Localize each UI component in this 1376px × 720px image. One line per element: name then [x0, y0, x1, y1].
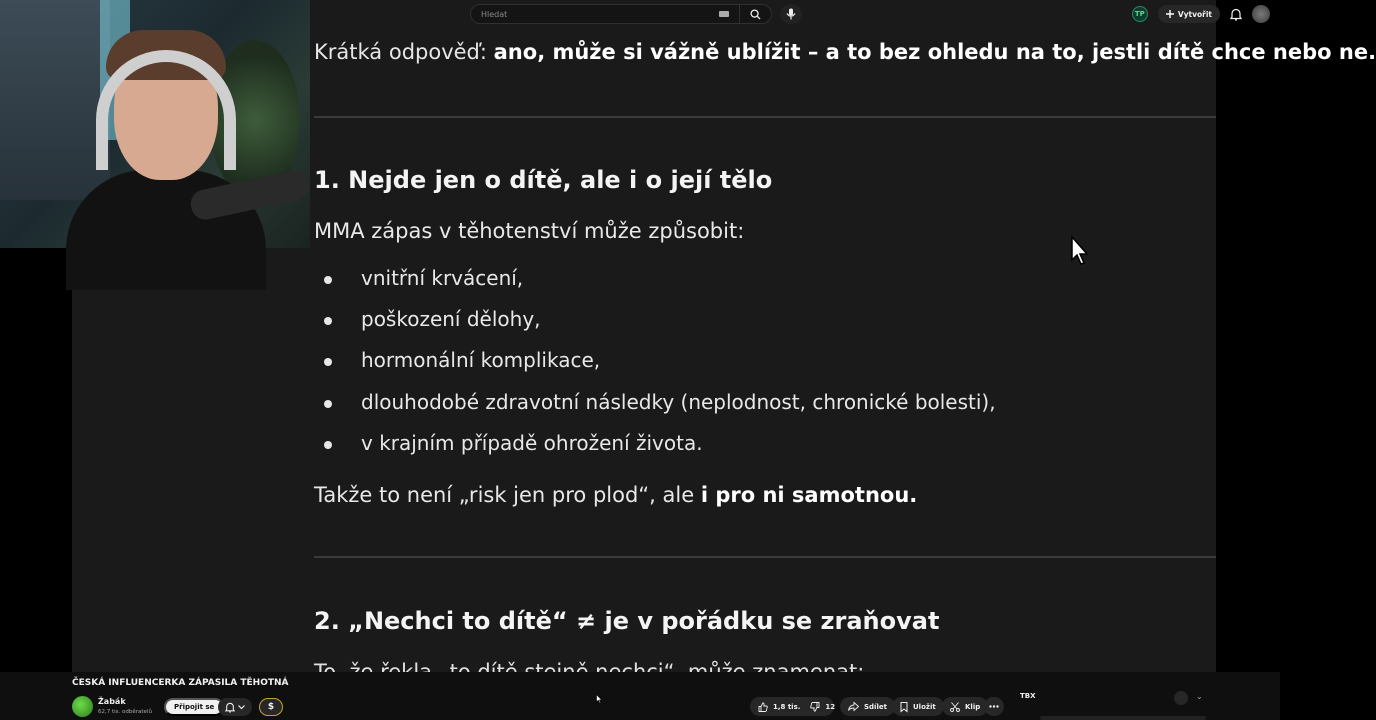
video-title: ČESKÁ INFLUENCERKA ZÁPASILA TĚHOTNÁ [72, 678, 289, 688]
webcam-background-window [0, 0, 110, 200]
thanks-dollar-button[interactable] [259, 698, 283, 716]
side-upload-button[interactable] [1174, 691, 1188, 705]
keyboard-icon[interactable] [719, 11, 729, 17]
search-button[interactable] [739, 5, 771, 23]
save-label: Uložit [913, 702, 936, 711]
divider [314, 556, 1216, 558]
search-icon [750, 9, 761, 20]
create-label: Vytvořit [1177, 9, 1212, 19]
share-button[interactable] [840, 697, 895, 716]
summary-text: Takže to není „risk jen pro plod“, ale [314, 483, 701, 507]
divider [314, 116, 1216, 118]
share-label: Sdílet [864, 702, 887, 711]
voice-search-button[interactable] [780, 4, 802, 24]
like-dislike-group [750, 697, 834, 716]
save-button[interactable] [892, 697, 944, 716]
more-horizontal-icon [989, 705, 999, 708]
like-count[interactable]: 1,8 tis. [773, 702, 801, 711]
section-heading-1: 1. Nejde jen o dítě, ale i o její tělo [314, 166, 773, 194]
list-item: hormonální komplikace, [314, 348, 996, 389]
bell-icon [225, 702, 235, 713]
summary-bold: i pro ni samotnou. [700, 483, 918, 507]
scissors-icon [950, 702, 960, 712]
mouse-cursor-icon [1070, 236, 1090, 266]
share-icon [848, 702, 859, 711]
more-actions-button[interactable] [984, 697, 1004, 716]
section-heading-2: 2. „Nechci to dítě“ ≠ je v pořádku se zraňovat [314, 607, 940, 635]
search-bar [470, 4, 772, 24]
section-lead: MMA zápas v těhotenství může způsobit: [314, 219, 745, 243]
join-button[interactable]: Připojit se [164, 698, 224, 716]
short-answer-bold: ano, může si vážně ublížit – a to bez ohledu na to, jestli dítě chce nebo ne. [493, 40, 1376, 64]
microphone-icon [786, 8, 796, 20]
bell-icon[interactable] [1230, 8, 1242, 21]
dollar-icon: $ [267, 702, 275, 712]
channel-avatar[interactable] [72, 696, 93, 717]
list-item: v krajním případě ohrožení života. [314, 431, 996, 472]
channel-name[interactable]: Žabák [98, 697, 126, 706]
side-logo[interactable]: TBX [1020, 692, 1036, 700]
bookmark-icon [900, 702, 908, 712]
clip-button[interactable] [942, 697, 988, 716]
channel-badge[interactable]: TP [1132, 6, 1148, 22]
plus-icon [1166, 10, 1174, 18]
thumbs-down-icon[interactable] [810, 702, 820, 712]
chevron-down-icon[interactable]: ⌄ [1196, 692, 1203, 701]
dislike-count[interactable]: 12 [825, 702, 836, 711]
side-panel-header [1010, 688, 1210, 720]
avatar[interactable] [1252, 5, 1270, 23]
risk-list [314, 266, 996, 472]
thumbs-up-icon[interactable] [758, 702, 768, 712]
cut-off-line [314, 662, 864, 672]
create-button[interactable] [1158, 5, 1220, 23]
mouse-cursor-icon [596, 694, 603, 704]
clip-label: Klip [965, 702, 981, 711]
webcam-overlay [0, 0, 310, 248]
streamer-figure [96, 30, 246, 260]
topbar-actions [1132, 4, 1270, 24]
side-panel-strip [1040, 716, 1206, 720]
search-input[interactable] [471, 10, 719, 19]
list-item: poškození dělohy, [314, 307, 996, 348]
list-item: vnitřní krvácení, [314, 266, 996, 307]
section-summary [314, 483, 917, 507]
short-answer [314, 40, 1376, 64]
short-answer-label: Krátká odpověď: [314, 40, 494, 64]
chevron-down-icon [238, 705, 245, 710]
list-item: dlouhodobé zdravotní následky (neplodnost, chronické bolesti), [314, 390, 996, 431]
subscriber-count: 62,7 tis. odběratelů [98, 709, 152, 715]
subscription-bell-button[interactable] [218, 698, 252, 716]
